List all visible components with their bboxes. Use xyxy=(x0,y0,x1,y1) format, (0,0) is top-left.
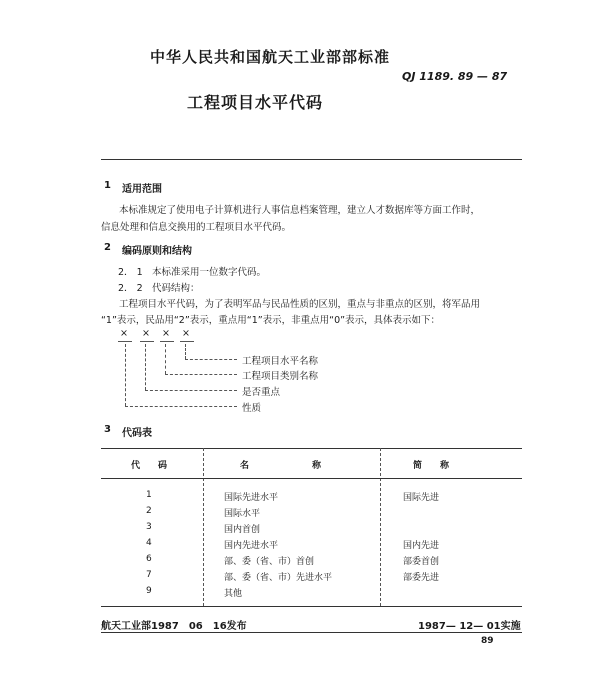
clause-2-1-text: 本标准采用一位数字代码。 xyxy=(152,267,267,278)
connector-horizontal xyxy=(145,390,237,391)
row-abbr: 国际先进 xyxy=(403,493,440,503)
header-rule xyxy=(101,159,522,160)
section-1-heading: 适用范围 xyxy=(122,184,162,195)
code-underline xyxy=(160,341,174,342)
table-column-divider xyxy=(203,448,204,606)
table-bottom-rule xyxy=(101,606,522,607)
connector-horizontal xyxy=(185,359,237,360)
table-header-rule xyxy=(101,478,522,479)
issuing-organization: 中华人民共和国航天工业部部标准 xyxy=(150,48,391,66)
table-header-abbr: 简 称 xyxy=(413,461,450,471)
footer-rule xyxy=(101,632,522,633)
row-code: 4 xyxy=(146,538,152,548)
structure-label: 工程项目水平名称 xyxy=(242,356,319,367)
section-2-heading: 编码原则和结构 xyxy=(122,246,192,257)
row-code: 2 xyxy=(146,506,152,516)
connector-horizontal xyxy=(165,374,237,375)
connector-vertical xyxy=(145,344,146,390)
section-2-body-line1: 工程项目水平代码，为了表明军品与民品性质的区别，重点与非重点的区别，将军品用 xyxy=(119,299,481,310)
code-underline xyxy=(118,341,132,342)
code-position-mark: × xyxy=(182,328,190,339)
connector-vertical xyxy=(185,344,186,359)
code-position-mark: × xyxy=(162,328,170,339)
table-top-rule xyxy=(101,448,522,449)
connector-vertical xyxy=(125,344,126,406)
page-number: 89 xyxy=(481,636,494,646)
row-code: 3 xyxy=(146,522,152,532)
section-2-body-line2: “1”表示，民品用“2”表示，重点用“1”表示，非重点用“0”表示，具体表示如下： xyxy=(101,315,441,326)
clause-2-2-text: 代码结构： xyxy=(152,283,200,294)
document-title: 工程项目水平代码 xyxy=(187,93,324,112)
issue-date: 航天工业部1987 06 16发布 xyxy=(101,621,247,632)
clause-2-1-number: 2． 1 xyxy=(118,267,143,278)
row-code: 1 xyxy=(146,490,152,500)
row-name: 部、委（省、市）先进水平 xyxy=(224,573,333,583)
row-name: 部、委（省、市）首创 xyxy=(224,557,315,567)
row-abbr: 部委首创 xyxy=(403,557,440,567)
code-underline xyxy=(180,341,194,342)
section-3-heading: 代码表 xyxy=(122,428,152,439)
structure-label: 性质 xyxy=(242,403,262,414)
row-name: 国际水平 xyxy=(224,509,261,519)
row-abbr: 部委先进 xyxy=(403,573,440,583)
structure-label: 工程项目类别名称 xyxy=(242,371,319,382)
row-name: 国内先进水平 xyxy=(224,541,279,551)
row-name: 国内首创 xyxy=(224,525,261,535)
section-1-number: 1 xyxy=(104,180,111,191)
row-code: 6 xyxy=(146,554,152,564)
table-header-name: 名 称 xyxy=(240,461,322,471)
structure-label: 是否重点 xyxy=(242,387,281,398)
clause-2-2-number: 2． 2 xyxy=(118,283,143,294)
row-name: 国际先进水平 xyxy=(224,493,279,503)
connector-horizontal xyxy=(125,406,237,407)
section-1-body-line1: 本标准规定了使用电子计算机进行人事信息档案管理，建立人才数据库等方面工作时， xyxy=(119,205,481,216)
section-1-body-line2: 信息处理和信息交换用的工程项目水平代码。 xyxy=(101,222,292,233)
section-2-number: 2 xyxy=(104,242,111,253)
row-abbr: 国内先进 xyxy=(403,541,440,551)
row-name: 其他 xyxy=(224,589,243,599)
table-column-divider xyxy=(380,448,381,606)
row-code: 9 xyxy=(146,586,152,596)
section-3-number: 3 xyxy=(104,424,111,435)
row-code: 7 xyxy=(146,570,152,580)
connector-vertical xyxy=(165,344,166,374)
code-position-mark: × xyxy=(142,328,150,339)
effective-date: 1987— 12— 01实施 xyxy=(418,621,521,632)
code-position-mark: × xyxy=(120,328,128,339)
table-header-code: 代 码 xyxy=(131,461,168,471)
standard-code: QJ 1189. 89 — 87 xyxy=(402,70,508,83)
code-underline xyxy=(140,341,154,342)
